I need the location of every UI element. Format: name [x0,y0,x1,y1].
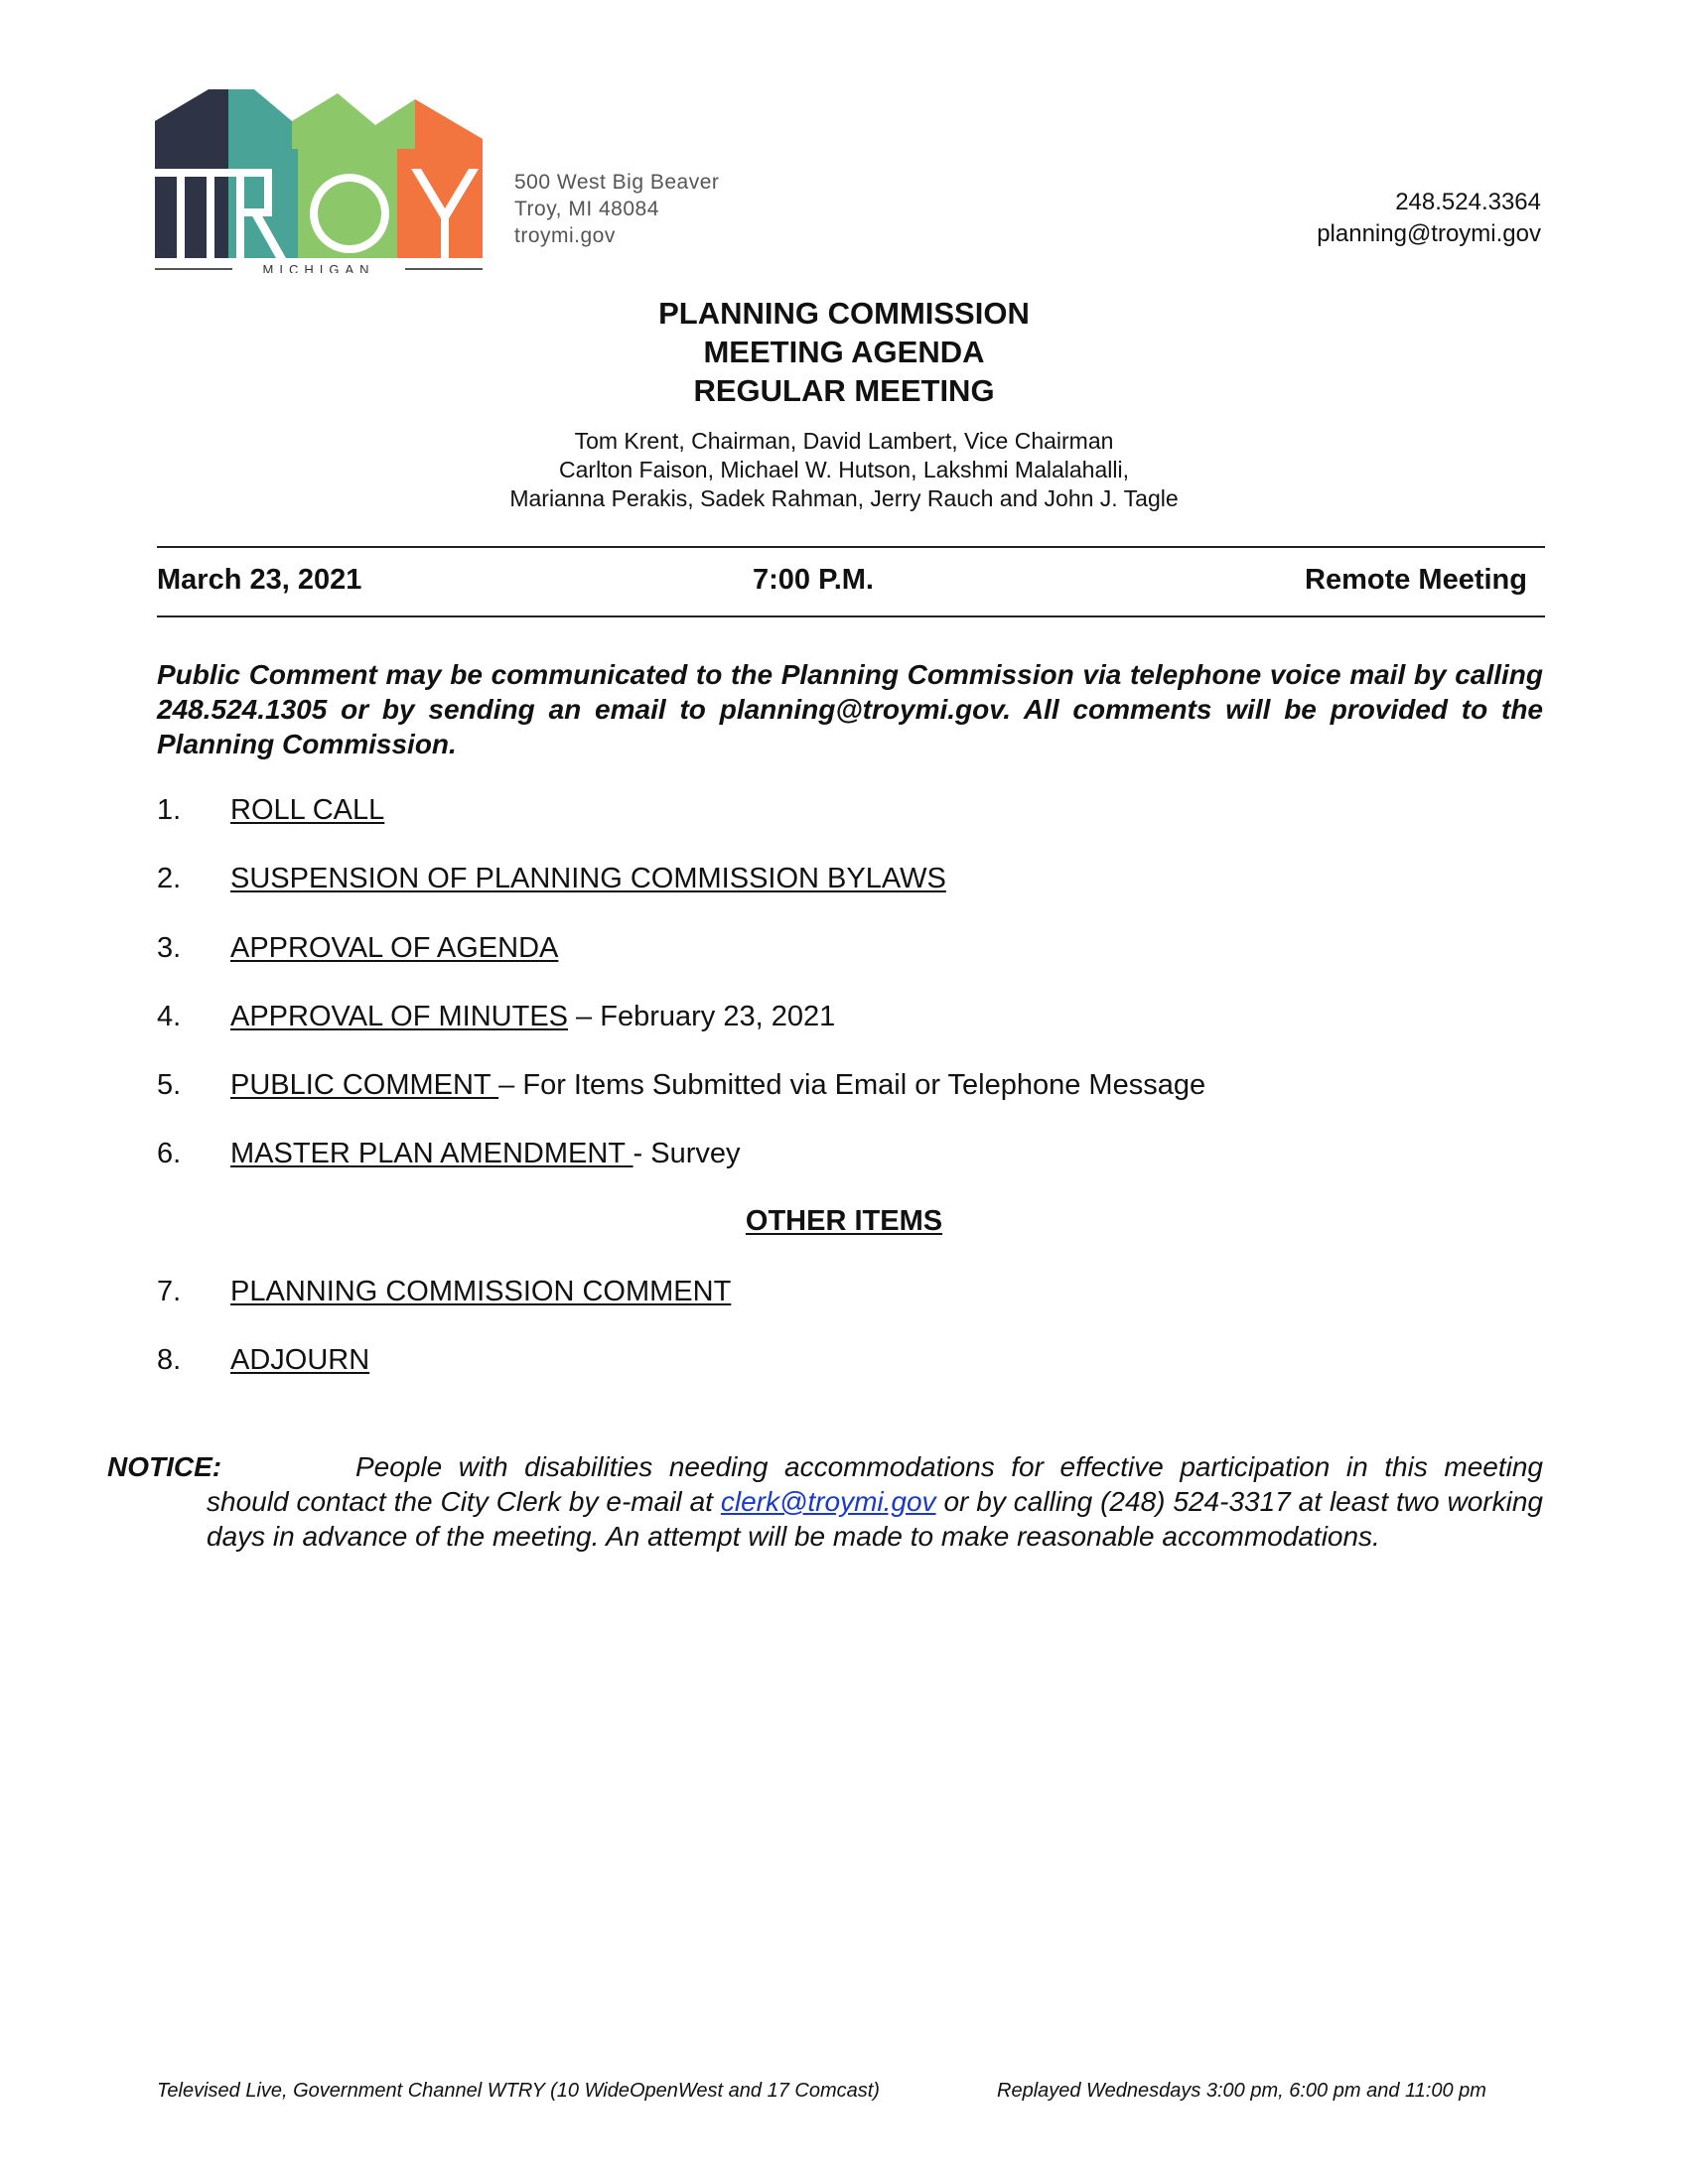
troy-logo [155,89,492,273]
contact-phone: 248.524.3364 [1395,189,1541,215]
agenda-title: ADJOURN [230,1344,370,1376]
notice-text-before: People with disabilities needing accommodations for effective participation in this meeting should contact the City Clerk by e-mail at [207,1451,1543,1517]
agenda-title: PUBLIC COMMENT [230,1069,499,1101]
agenda-number: 6. [157,1138,182,1169]
meeting-location: Remote Meeting [1305,564,1527,596]
agenda-item [157,1274,731,1309]
divider-bottom [157,615,1545,617]
agenda-number: 4. [157,1001,182,1032]
agenda-detail: – February 23, 2021 [568,1001,836,1032]
meeting-date: March 23, 2021 [157,564,362,596]
agenda-title: PLANNING COMMISSION COMMENT [230,1276,732,1307]
address-street: 500 West Big Beaver [514,171,720,194]
document-title [0,294,1688,410]
contact-email: planning@troymi.gov [1317,220,1541,247]
address-block [514,169,719,249]
agenda-title: ROLL CALL [230,794,385,826]
agenda-detail: - Survey [633,1138,741,1169]
agenda-detail: – For Items Submitted via Email or Telephone Message [498,1069,1206,1101]
agenda-item [157,930,558,966]
agenda-item [157,1136,741,1171]
meeting-time: 7:00 P.M. [753,564,874,596]
agenda-title: SUSPENSION OF PLANNING COMMISSION BYLAWS [230,863,946,894]
agenda-item [157,861,946,896]
title-line-1: PLANNING COMMISSION [658,296,1030,331]
notice-label: NOTICE: [107,1451,222,1482]
members-line-3: Marianna Perakis, Sadek Rahman, Jerry Rauch and John J. Tagle [509,485,1179,511]
agenda-title: MASTER PLAN AMENDMENT [230,1138,633,1169]
agenda-number: 7. [157,1276,182,1307]
address-website: troymi.gov [514,224,616,247]
other-items-heading: OTHER ITEMS [745,1205,943,1237]
agenda-item [157,792,384,828]
clerk-email-link[interactable]: clerk@troymi.gov [720,1486,936,1517]
divider-top [157,546,1545,548]
footer-replay-info: Replayed Wednesdays 3:00 pm, 6:00 pm and 11:00 pm [997,2080,1486,2102]
members-line-2: Carlton Faison, Michael W. Hutson, Lakshmi Malalahalli, [559,457,1129,482]
agenda-number: 2. [157,863,182,894]
members-line-1: Tom Krent, Chairman, David Lambert, Vice Chairman [574,428,1114,454]
agenda-item [157,999,835,1034]
agenda-title: APPROVAL OF AGENDA [230,932,559,964]
address-city: Troy, MI 48084 [514,198,659,220]
accessibility-notice [107,1449,1543,1554]
title-line-3: REGULAR MEETING [693,373,995,408]
logo-subtitle: MICHIGAN [262,262,375,273]
agenda-title: APPROVAL OF MINUTES [230,1001,568,1032]
broadcast-footer [157,2080,1547,2103]
contact-block [1317,187,1541,250]
commission-members [0,427,1688,513]
agenda-item [157,1067,1205,1103]
agenda-number: 3. [157,932,182,964]
agenda-number: 5. [157,1069,182,1101]
agenda-number: 1. [157,794,182,826]
agenda-item [157,1342,369,1378]
footer-broadcast-info: Televised Live, Government Channel WTRY (10 WideOpenWest and 17 Comcast) [157,2080,880,2102]
public-comment-notice: Public Comment may be communicated to the Planning Commission via telephone voice mail by calling 248.524.1305 or by sending an email to planning@troymi.gov. All comments will be provided to the Planning Commission. [157,659,1543,759]
title-line-2: MEETING AGENDA [703,335,985,369]
agenda-number: 8. [157,1344,182,1376]
notice-text-after: or by calling (248) 524-3317 at least two working days in advance of the meeting. An attempt will be made to make reasonable accommodations. [207,1486,1543,1552]
